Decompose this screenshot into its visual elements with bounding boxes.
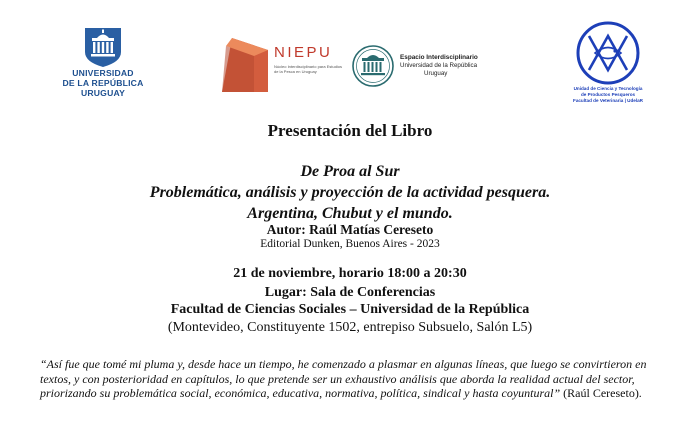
book-title-line-3: Argentina, Chubut y el mundo. [247, 205, 453, 222]
quote-attribution: (Raúl Cereseto). [560, 386, 642, 400]
niepu-subtitle: Núcleo Interdisciplinario para Estudios de la Pesca en Uruguay [274, 64, 343, 74]
fish-emblem-icon [575, 20, 641, 86]
quote-text: “Así fue que tomé mi pluma y, desde hace un tiempo, he comenzado a plasmar en algunas líneas, que luego se convirtieron en textos, y con posterioridad en capítulos, lo que pretende ser un exhaustivo análisis que aborda la realidad actual del sector, priorizando su problemática social, económica, educativa, normativa, política, sindical y hasta coyuntural” [40, 357, 647, 400]
event-address: (Montevideo, Constituyente 1502, entrepiso Subsuelo, Salón L5) [167, 320, 533, 335]
event-date: 21 de noviembre, horario 18:00 a 20:30 [233, 266, 467, 281]
espacio-line-3: Uruguay [424, 70, 448, 77]
niepu-logo [220, 36, 350, 96]
page-title: Presentación del Libro [267, 121, 433, 140]
udelar-line-2: DE LA REPÚBLICA [62, 78, 144, 88]
uctpp-line-1: Unidad de Ciencia y Tecnología [573, 86, 643, 91]
university-building-icon [81, 26, 125, 68]
book-title-line-1: De Proa al Sur [300, 163, 400, 180]
espacio-line-2: Universidad de la República [400, 62, 478, 69]
book-quote [40, 357, 667, 401]
niepu-shape-icon [220, 36, 270, 92]
espacio-interdisciplinario-logo [352, 44, 502, 90]
book-title-line-2: Problemática, análisis y proyección de la actividad pesquera. [149, 184, 551, 201]
udelar-logo [62, 26, 144, 98]
book-title [0, 161, 700, 224]
uctpp-line-3: Facultad de Veterinaria | UdelaR [573, 98, 643, 103]
niepu-title: NIEPU [274, 44, 333, 61]
building-emblem-icon [352, 44, 394, 88]
uctpp-line-2: de Productos Pesqueros [580, 92, 636, 97]
udelar-line-1: UNIVERSIDAD [72, 68, 134, 78]
book-author: Autor: Raúl Matías Cereseto [266, 222, 434, 237]
logo-bar [0, 0, 700, 120]
udelar-line-3: URUGUAY [80, 88, 126, 98]
book-editorial: Editorial Dunken, Buenos Aires - 2023 [260, 238, 440, 250]
event-place: Lugar: Sala de Conferencias [264, 285, 436, 300]
event-faculty: Facultad de Ciencias Sociales – Universidad de la República [170, 302, 530, 317]
uctpp-logo [560, 20, 656, 104]
espacio-title: Espacio Interdisciplinario [400, 54, 478, 61]
